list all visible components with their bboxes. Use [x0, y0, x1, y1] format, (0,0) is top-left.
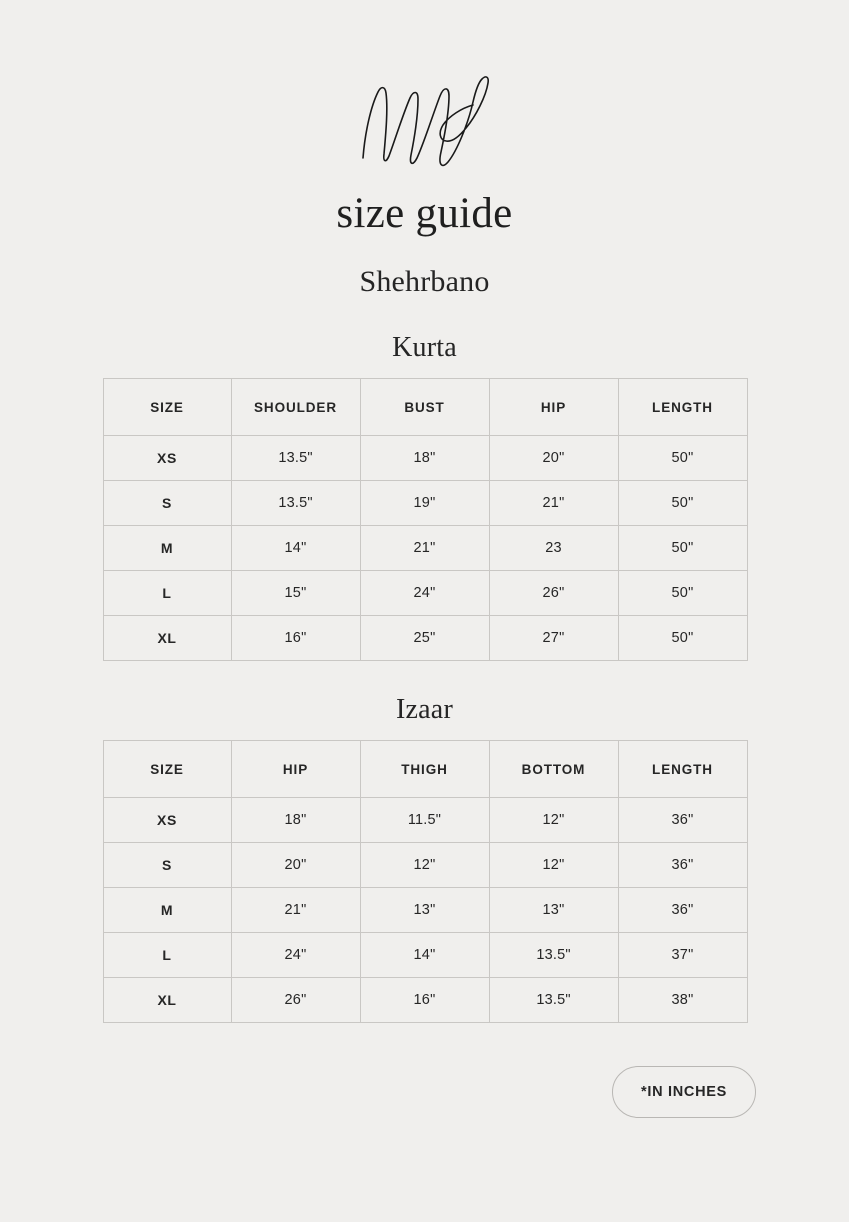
page-title: size guide: [336, 190, 513, 237]
section-heading-izaar: Izaar: [396, 694, 453, 725]
measure-cell: 21": [360, 526, 489, 571]
column-header: SHOULDER: [231, 379, 360, 436]
measure-cell: 27": [489, 616, 618, 661]
size-cell: XS: [103, 798, 231, 843]
measure-cell: 21": [231, 888, 360, 933]
measure-cell: 20": [231, 843, 360, 888]
measure-cell: 13.5": [231, 436, 360, 481]
measure-cell: 12": [489, 843, 618, 888]
measure-cell: 50": [618, 571, 747, 616]
measure-cell: 26": [489, 571, 618, 616]
measure-cell: 50": [618, 526, 747, 571]
size-cell: L: [103, 933, 231, 978]
table-row: [103, 481, 747, 526]
measure-cell: 36": [618, 843, 747, 888]
measure-cell: 13.5": [489, 978, 618, 1023]
measure-cell: 15": [231, 571, 360, 616]
measure-cell: 14": [360, 933, 489, 978]
measure-cell: 21": [489, 481, 618, 526]
column-header: HIP: [231, 741, 360, 798]
measure-cell: 12": [489, 798, 618, 843]
measure-cell: 50": [618, 481, 747, 526]
logo-container: [0, 0, 849, 182]
measure-cell: 14": [231, 526, 360, 571]
column-header: BUST: [360, 379, 489, 436]
measure-cell: 16": [231, 616, 360, 661]
column-header: SIZE: [103, 741, 231, 798]
measure-cell: 18": [231, 798, 360, 843]
measure-cell: 19": [360, 481, 489, 526]
measure-cell: 24": [231, 933, 360, 978]
table-row: [103, 436, 747, 481]
izaar-table-container: [103, 740, 747, 1023]
measure-cell: 25": [360, 616, 489, 661]
table-row: [103, 798, 747, 843]
measure-cell: 37": [618, 933, 747, 978]
size-cell: S: [103, 843, 231, 888]
column-header: LENGTH: [618, 741, 747, 798]
table-row: [103, 843, 747, 888]
section-heading-kurta: Kurta: [392, 332, 457, 363]
size-cell: XL: [103, 616, 231, 661]
measure-cell: 13.5": [489, 933, 618, 978]
column-header: SIZE: [103, 379, 231, 436]
measure-cell: 20": [489, 436, 618, 481]
measure-cell: 13.5": [231, 481, 360, 526]
measure-cell: 23: [489, 526, 618, 571]
table-row: [103, 888, 747, 933]
table-row: [103, 526, 747, 571]
size-cell: XL: [103, 978, 231, 1023]
size-cell: XS: [103, 436, 231, 481]
measure-cell: 36": [618, 798, 747, 843]
measure-cell: 12": [360, 843, 489, 888]
kurta-size-table: [103, 378, 748, 661]
table-row: [103, 616, 747, 661]
measure-cell: 18": [360, 436, 489, 481]
table-header-row: [103, 379, 747, 436]
measure-cell: 50": [618, 616, 747, 661]
measure-cell: 11.5": [360, 798, 489, 843]
izaar-size-table: [103, 740, 748, 1023]
column-header: BOTTOM: [489, 741, 618, 798]
size-cell: S: [103, 481, 231, 526]
table-row: [103, 933, 747, 978]
brand-monogram-icon: [345, 62, 505, 182]
measure-cell: 50": [618, 436, 747, 481]
measure-cell: 16": [360, 978, 489, 1023]
column-header: THIGH: [360, 741, 489, 798]
measure-cell: 13": [489, 888, 618, 933]
footer-note-container: [0, 1066, 849, 1118]
column-header: HIP: [489, 379, 618, 436]
units-badge: *IN INCHES: [612, 1066, 756, 1118]
measure-cell: 38": [618, 978, 747, 1023]
collection-subtitle: Shehrbano: [359, 265, 490, 298]
column-header: LENGTH: [618, 379, 747, 436]
measure-cell: 13": [360, 888, 489, 933]
table-row: [103, 571, 747, 616]
size-cell: L: [103, 571, 231, 616]
table-header-row: [103, 741, 747, 798]
table-row: [103, 978, 747, 1023]
measure-cell: 24": [360, 571, 489, 616]
measure-cell: 26": [231, 978, 360, 1023]
size-cell: M: [103, 526, 231, 571]
kurta-table-container: [103, 378, 747, 661]
size-cell: M: [103, 888, 231, 933]
measure-cell: 36": [618, 888, 747, 933]
